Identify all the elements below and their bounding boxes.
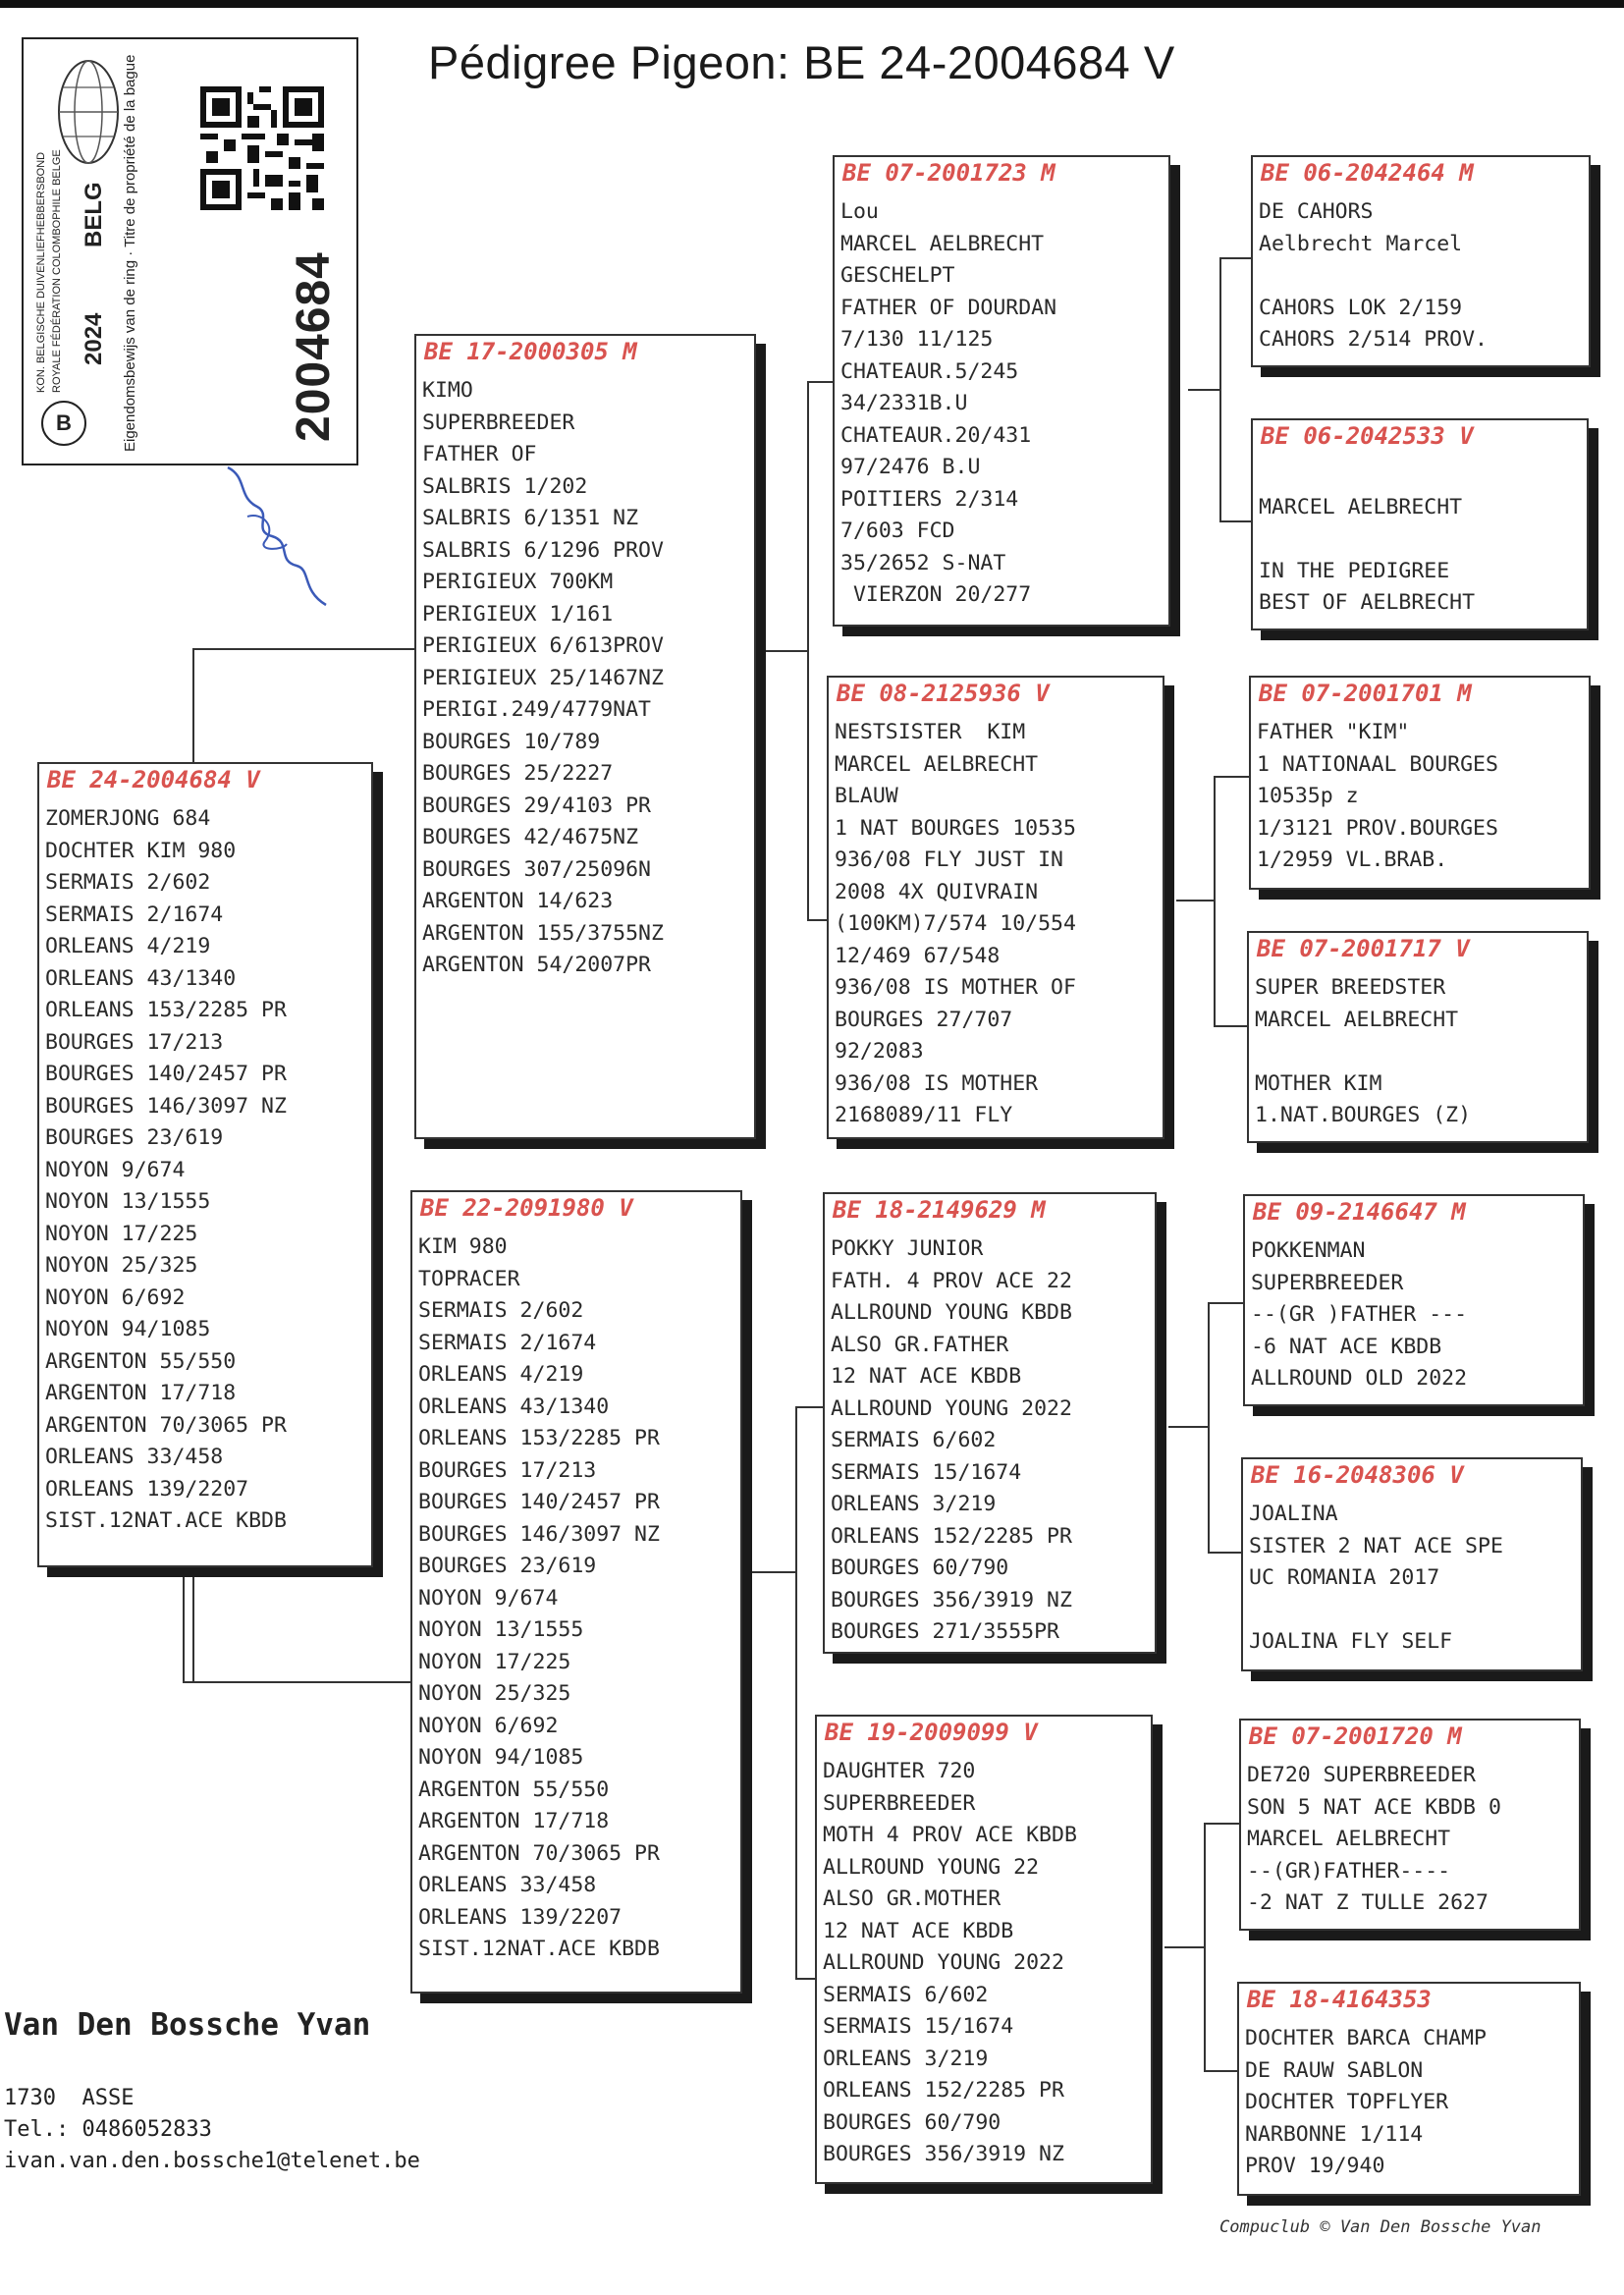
box-ring-number: BE 06-2042533 V [1261, 422, 1474, 450]
box-line: BOURGES 60/790 [831, 1556, 1009, 1580]
box-line: SERMAIS 2/602 [418, 1298, 584, 1323]
box-line: ALSO GR.MOTHER [823, 1886, 1001, 1911]
box-line: ORLEANS 152/2285 PR [831, 1523, 1072, 1549]
pedigree-box-father-father [833, 155, 1170, 627]
box-line: MOTHER KIM [1255, 1070, 1382, 1096]
box-line: MOTH 4 PROV ACE KBDB [823, 1823, 1077, 1847]
box-line: SON 5 NAT ACE KBDB 0 [1247, 1794, 1501, 1820]
box-line: BOURGES 356/3919 NZ [823, 2142, 1064, 2166]
pedigree-box-fmm [1247, 931, 1589, 1143]
box-lines [831, 1233, 1151, 1649]
box-line: NOYON 9/674 [418, 1585, 559, 1611]
connector-line [1164, 1946, 1204, 1948]
connector-line [807, 381, 809, 921]
connector-line [183, 1561, 185, 1683]
pedigree-box-pigeon [37, 762, 373, 1567]
box-line: 936/08 IS MOTHER OF [835, 975, 1076, 1000]
box-line: -6 NAT ACE KBDB [1251, 1334, 1442, 1359]
box-line: Lou [840, 199, 879, 224]
box-lines [1255, 972, 1583, 1132]
box-line: JOALINA FLY SELF [1249, 1629, 1453, 1654]
connector-line [795, 1406, 797, 1980]
box-lines [418, 1231, 736, 1966]
box-line: BOURGES 17/213 [418, 1457, 597, 1483]
ring-ownership-text: Eigendomsbewijs van de ring · Titre de propriété de la bague [122, 54, 138, 452]
box-line [1259, 260, 1585, 293]
box-line: BOURGES 23/619 [45, 1125, 224, 1150]
footer-credit: Compuclub © Van Den Bossche Yvan [1219, 2217, 1542, 2237]
box-line: 92/2083 [835, 1039, 924, 1064]
box-line: DAUGHTER 720 [823, 1759, 976, 1783]
ring-card [22, 37, 358, 465]
box-ring-number: BE 18-4164353 [1247, 1986, 1432, 2013]
ring-org-line1: KON. BELGISCHE DUIVENLIEFHEBBERSBOND [35, 151, 47, 393]
box-lines [45, 803, 367, 1538]
connector-line [1188, 389, 1219, 391]
box-line: 12/469 67/548 [835, 943, 1001, 968]
box-line: NOYON 17/225 [418, 1649, 571, 1674]
box-line: ALLROUND YOUNG 2022 [823, 1950, 1064, 1975]
box-ring-number: BE 07-2001720 M [1249, 1722, 1462, 1750]
pedigree-box-mfm [1241, 1457, 1583, 1671]
box-ring-number: BE 07-2001723 M [842, 159, 1056, 187]
box-line: NOYON 9/674 [45, 1157, 186, 1182]
connector-line [1204, 1823, 1206, 2072]
box-line: NOYON 25/325 [45, 1253, 198, 1278]
box-line: 1/2959 VL.BRAB. [1257, 847, 1448, 872]
connector-line [1219, 257, 1221, 522]
pedigree-box-father [414, 334, 756, 1139]
box-line: ORLEANS 3/219 [831, 1492, 997, 1516]
box-ring-number: BE 22-2091980 V [420, 1194, 633, 1222]
box-line: NOYON 25/325 [418, 1681, 571, 1706]
box-ring-number: BE 09-2146647 M [1253, 1198, 1466, 1226]
box-line: SERMAIS 2/1674 [418, 1330, 597, 1355]
top-border [0, 0, 1624, 8]
box-line: KIM 980 [418, 1234, 508, 1259]
box-line: DOCHTER KIM 980 [45, 838, 237, 863]
box-line: NOYON 6/692 [418, 1713, 559, 1738]
box-line: BOURGES 146/3097 NZ [45, 1093, 287, 1119]
box-ring-number: BE 16-2048306 V [1251, 1461, 1464, 1489]
box-line: BOURGES 25/2227 [422, 761, 614, 786]
box-line: SERMAIS 15/1674 [823, 2014, 1014, 2039]
box-line: DE CAHORS [1259, 199, 1374, 224]
box-line: ORLEANS 153/2285 PR [45, 998, 287, 1022]
box-line: SISTER 2 NAT ACE SPE [1249, 1533, 1503, 1558]
box-line: NOYON 17/225 [45, 1221, 198, 1246]
box-line: NESTSISTER KIM [835, 720, 1026, 744]
box-line: BOURGES 356/3919 NZ [831, 1587, 1072, 1612]
box-line: SERMAIS 2/602 [45, 870, 211, 895]
box-line: NOYON 94/1085 [45, 1317, 211, 1341]
box-line: BLAUW [835, 784, 898, 808]
box-line: ORLEANS 3/219 [823, 2046, 989, 2071]
box-line: PERIGIEUX 700KM [422, 570, 614, 594]
box-line: ALLROUND YOUNG 2022 [831, 1395, 1072, 1421]
box-line: BOURGES 60/790 [823, 2109, 1001, 2135]
box-line: ALLROUND YOUNG KBDB [831, 1300, 1072, 1325]
box-line: 1 NAT BOURGES 10535 [835, 815, 1076, 841]
box-line: PERIGIEUX 25/1467NZ [422, 665, 664, 690]
box-line: ORLEANS 152/2285 PR [823, 2078, 1064, 2103]
box-line: BOURGES 140/2457 PR [45, 1062, 287, 1086]
ring-org-line2: ROYALE FÉDÉRATION COLOMBOPHILE BELGE [51, 149, 63, 393]
box-line: GESCHELPT [840, 263, 955, 288]
box-lines [823, 1756, 1147, 2171]
box-line: 2168089/11 FLY [835, 1103, 1013, 1127]
box-line: --(GR )FATHER --- [1251, 1302, 1468, 1327]
owner-email: ivan.van.den.bossche1@telenet.be [4, 2149, 420, 2173]
box-line: 2008 4X QUIVRAIN [835, 879, 1039, 904]
box-line: VIERZON 20/277 [840, 582, 1032, 607]
pedigree-box-mother-father [823, 1192, 1157, 1654]
box-line: ORLEANS 33/458 [418, 1873, 597, 1897]
box-line: ZOMERJONG 684 [45, 806, 211, 831]
connector-line [1176, 900, 1214, 902]
connector-line [1204, 2070, 1237, 2072]
connector-line [1168, 1426, 1208, 1428]
box-line: SIST.12NAT.ACE KBDB [45, 1508, 287, 1533]
box-line [1249, 1595, 1577, 1627]
box-line: SERMAIS 2/1674 [45, 902, 224, 927]
box-line: BOURGES 10/789 [422, 729, 601, 754]
box-line: --(GR)FATHER---- [1247, 1858, 1451, 1884]
pedigree-box-ffm [1251, 418, 1589, 630]
box-line: ALLROUND OLD 2022 [1251, 1366, 1468, 1391]
connector-line [1219, 520, 1251, 522]
box-line: MARCEL AELBRECHT [1247, 1827, 1451, 1851]
box-line: CAHORS LOK 2/159 [1259, 295, 1463, 320]
box-line: (100KM)7/574 10/554 [835, 911, 1076, 936]
box-line: BOURGES 307/25096N [422, 856, 651, 882]
box-line: SALBRIS 1/202 [422, 473, 588, 499]
connector-line [183, 1681, 412, 1683]
box-line: ALLROUND YOUNG 22 [823, 1854, 1040, 1880]
box-lines [1251, 1235, 1579, 1395]
box-line: FATHER OF DOURDAN [840, 295, 1057, 320]
connector-line [1208, 1302, 1243, 1304]
box-line: SUPERBREEDER [823, 1790, 976, 1816]
connector-line [1214, 1025, 1247, 1027]
box-line: SALBRIS 6/1296 PROV [422, 537, 664, 563]
box-line: TOPRACER [418, 1266, 520, 1291]
signature [218, 458, 336, 615]
pedigree-box-father-mother [827, 676, 1164, 1139]
box-line: CHATEAUR.20/431 [840, 422, 1032, 448]
ring-number: 2004684 [288, 251, 340, 442]
box-line: MARCEL AELBRECHT [1259, 494, 1463, 519]
box-lines [1259, 196, 1585, 356]
connector-line [742, 1571, 795, 1573]
box-line: SERMAIS 6/602 [823, 1982, 989, 2007]
box-lines [840, 196, 1164, 612]
box-lines [1247, 1760, 1575, 1920]
connector-line [192, 648, 414, 650]
box-line: ARGENTON 17/718 [418, 1809, 610, 1833]
pedigree-box-mmf [1239, 1719, 1581, 1931]
box-line: ORLEANS 4/219 [418, 1362, 584, 1387]
box-line: 34/2331B.U [840, 391, 968, 415]
box-line: CAHORS 2/514 PROV. [1259, 327, 1488, 352]
box-line: MARCEL AELBRECHT [1255, 1007, 1459, 1032]
connector-line [1214, 776, 1216, 1027]
box-line: BOURGES 140/2457 PR [418, 1490, 660, 1514]
pedigree-box-mother [410, 1190, 742, 1994]
box-line: 10535p z [1257, 784, 1359, 808]
box-line: SERMAIS 6/602 [831, 1428, 997, 1452]
box-line: SUPERBREEDER [422, 410, 575, 435]
box-line: DOCHTER TOPFLYER [1245, 2090, 1449, 2114]
box-line: BOURGES 42/4675NZ [422, 825, 639, 849]
box-line: PERIGIEUX 1/161 [422, 601, 614, 627]
box-line: FATH. 4 PROV ACE 22 [831, 1268, 1072, 1293]
box-line: ALSO GR.FATHER [831, 1332, 1009, 1357]
box-line: Aelbrecht Marcel [1259, 231, 1463, 256]
pedigree-box-mmm [1237, 1982, 1581, 2196]
box-lines [1257, 717, 1585, 877]
box-line: 1.NAT.BOURGES (Z) [1255, 1103, 1472, 1127]
pedigree-box-mother-mother [815, 1715, 1153, 2184]
box-line: POITIERS 2/314 [840, 486, 1019, 512]
box-lines [1245, 2023, 1575, 2183]
box-line: SUPER BREEDSTER [1255, 975, 1446, 1000]
box-line: BOURGES 17/213 [45, 1029, 224, 1055]
connector-line [1214, 776, 1249, 778]
box-line: ORLEANS 153/2285 PR [418, 1426, 660, 1450]
box-line [1259, 523, 1583, 556]
box-lines [835, 717, 1159, 1132]
box-lines [422, 375, 750, 982]
box-line: ORLEANS 139/2207 [418, 1904, 623, 1930]
owner-name: Van Den Bossche Yvan [4, 2007, 371, 2043]
box-line: PROV 19/940 [1245, 2154, 1385, 2178]
box-line: PERIGI.249/4779NAT [422, 697, 651, 722]
box-line: 1 NATIONAAL BOURGES [1257, 751, 1498, 777]
box-line: NOYON 6/692 [45, 1284, 186, 1310]
box-line: 936/08 IS MOTHER [835, 1070, 1039, 1096]
box-line: DOCHTER BARCA CHAMP [1245, 2026, 1487, 2050]
box-line: SERMAIS 15/1674 [831, 1459, 1022, 1485]
box-ring-number: BE 07-2001701 M [1259, 680, 1472, 707]
connector-line [1208, 1302, 1210, 1554]
box-line: 7/130 11/125 [840, 327, 994, 352]
box-line: ORLEANS 139/2207 [45, 1476, 249, 1502]
pedigree-box-fmf [1249, 676, 1591, 890]
box-line: PERIGIEUX 6/613PROV [422, 633, 664, 658]
box-line [1259, 460, 1583, 492]
box-line: BOURGES 146/3097 NZ [418, 1521, 660, 1547]
box-line: DE RAUW SABLON [1245, 2057, 1424, 2083]
box-line: SIST.12NAT.ACE KBDB [418, 1937, 660, 1961]
box-line: SALBRIS 6/1351 NZ [422, 506, 639, 530]
box-line [1255, 1036, 1583, 1068]
box-line: MARCEL AELBRECHT [840, 231, 1045, 256]
box-line: ARGENTON 70/3065 PR [418, 1840, 660, 1866]
connector-line [756, 650, 807, 652]
box-line: 12 NAT ACE KBDB [831, 1364, 1022, 1389]
box-ring-number: BE 24-2004684 V [47, 766, 260, 793]
box-line: POKKY JUNIOR [831, 1236, 984, 1261]
box-ring-number: BE 06-2042464 M [1261, 159, 1474, 187]
box-line: JOALINA [1249, 1502, 1338, 1526]
box-line: 936/08 FLY JUST IN [835, 847, 1063, 872]
box-line: ARGENTON 55/550 [418, 1776, 610, 1802]
box-line: ARGENTON 54/2007PR [422, 953, 651, 977]
pedigree-box-fff [1251, 155, 1591, 367]
logo-letter: B [56, 410, 72, 435]
box-line: ARGENTON 17/718 [45, 1381, 237, 1405]
box-line: UC ROMANIA 2017 [1249, 1565, 1440, 1590]
connector-line [1204, 1823, 1239, 1825]
box-line: NOYON 94/1085 [418, 1745, 584, 1770]
page-title: Pédigree Pigeon: BE 24-2004684 V [428, 36, 1175, 88]
pedigree-box-mff [1243, 1194, 1585, 1406]
box-ring-number: BE 17-2000305 M [424, 338, 637, 365]
box-line: 97/2476 B.U [840, 455, 981, 479]
box-line: DE720 SUPERBREEDER [1247, 1763, 1476, 1787]
box-line: KIMO [422, 378, 473, 403]
federation-logo [41, 401, 86, 446]
box-line: ORLEANS 33/458 [45, 1445, 224, 1469]
box-line: ORLEANS 43/1340 [45, 965, 237, 991]
box-line: BOURGES 27/707 [835, 1007, 1013, 1032]
box-lines [1249, 1499, 1577, 1659]
owner-city: 1730 ASSE [4, 2086, 135, 2110]
connector-line [1208, 1552, 1241, 1554]
connector-line [807, 381, 833, 383]
box-line: 12 NAT ACE KBDB [823, 1918, 1014, 1943]
box-line: 1/3121 PROV.BOURGES [1257, 815, 1498, 841]
box-line: BOURGES 29/4103 PR [422, 792, 651, 818]
box-line: ARGENTON 55/550 [45, 1348, 237, 1374]
qr-code [200, 86, 324, 210]
box-line: ARGENTON 70/3065 PR [45, 1412, 287, 1438]
box-line: NARBONNE 1/114 [1245, 2121, 1424, 2147]
box-line: ORLEANS 4/219 [45, 934, 211, 958]
box-line: SUPERBREEDER [1251, 1270, 1404, 1295]
box-line: FATHER OF [422, 442, 537, 466]
connector-line [1219, 257, 1251, 259]
box-line: -2 NAT Z TULLE 2627 [1247, 1890, 1489, 1915]
box-line: ARGENTON 14/623 [422, 889, 614, 913]
box-ring-number: BE 08-2125936 V [837, 680, 1050, 707]
box-line: MARCEL AELBRECHT [835, 751, 1039, 777]
box-line: BOURGES 271/3555PR [831, 1619, 1059, 1644]
box-line: FATHER "KIM" [1257, 720, 1410, 744]
ring-year: 2024 [81, 312, 107, 365]
box-line: POKKENMAN [1251, 1238, 1366, 1263]
box-line: NOYON 13/1555 [418, 1617, 584, 1642]
box-line: 7/603 FCD [840, 519, 955, 543]
box-line: BEST OF AELBRECHT [1259, 590, 1476, 615]
box-line: 35/2652 S-NAT [840, 550, 1006, 575]
box-line: ARGENTON 155/3755NZ [422, 920, 664, 946]
box-line: CHATEAUR.5/245 [840, 358, 1019, 384]
box-line: ORLEANS 43/1340 [418, 1393, 610, 1419]
owner-phone: Tel.: 0486052833 [4, 2117, 212, 2142]
box-ring-number: BE 19-2009099 V [825, 1719, 1038, 1746]
box-line: IN THE PEDIGREE [1259, 558, 1450, 583]
box-ring-number: BE 18-2149629 M [833, 1196, 1046, 1224]
box-line: NOYON 13/1555 [45, 1189, 211, 1214]
box-line: BOURGES 23/619 [418, 1554, 597, 1578]
ring-country: BELG [81, 182, 107, 247]
box-lines [1259, 460, 1583, 620]
box-ring-number: BE 07-2001717 V [1257, 935, 1470, 962]
